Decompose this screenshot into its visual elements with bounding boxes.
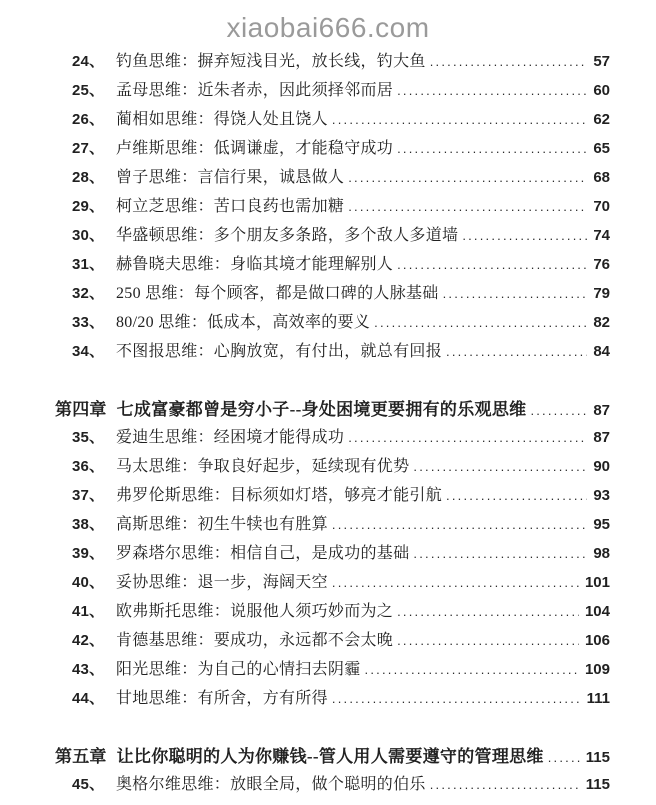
- toc-entry[interactable]: [55, 193, 610, 222]
- dot-leader: [413, 459, 587, 474]
- dot-leader: [332, 575, 579, 590]
- entry-page-number: 70: [593, 198, 610, 215]
- entry-number: 第五章: [55, 747, 107, 766]
- entry-title: 钓鱼思维：摒弃短浅目光，放长线，钓大鱼: [116, 53, 426, 70]
- dot-leader: [430, 54, 588, 69]
- toc-entry[interactable]: [55, 771, 610, 800]
- entry-number: 32、: [72, 285, 105, 302]
- toc-entry[interactable]: [55, 280, 610, 309]
- entry-number: 第四章: [55, 400, 107, 419]
- toc-entry[interactable]: [55, 656, 610, 685]
- entry-number: 41、: [72, 603, 105, 620]
- entry-title: 让比你聪明的人为你赚钱--管人用人需要遵守的管理思维: [116, 747, 544, 766]
- toc-entry[interactable]: [55, 482, 610, 511]
- dot-leader: [397, 141, 587, 156]
- toc-entry[interactable]: [55, 309, 610, 338]
- entry-number: 35、: [72, 429, 105, 446]
- dot-leader: [397, 604, 579, 619]
- entry-title: 肯德基思维：要成功，永远都不会太晚: [116, 632, 394, 649]
- dot-leader: [332, 691, 581, 706]
- entry-title: 罗森塔尔思维：相信自己，是成功的基础: [116, 545, 410, 562]
- entry-title: 高斯思维：初生牛犊也有胜算: [116, 516, 328, 533]
- dot-leader: [397, 83, 587, 98]
- entry-number: 44、: [72, 690, 105, 707]
- entry-page-number: 90: [593, 458, 610, 475]
- entry-title: 奥格尔维思维：放眼全局，做个聪明的伯乐: [116, 776, 426, 793]
- entry-number: 45、: [72, 776, 105, 793]
- entry-number: 40、: [72, 574, 105, 591]
- toc-entry[interactable]: [55, 135, 610, 164]
- dot-leader: [365, 662, 579, 677]
- entry-page-number: 95: [593, 516, 610, 533]
- entry-title: 曾子思维：言信行果，诚恳做人: [116, 169, 345, 186]
- entry-page-number: 93: [593, 487, 610, 504]
- entry-page-number: 60: [593, 82, 610, 99]
- entry-title: 甘地思维：有所舍，方有所得: [116, 690, 328, 707]
- entry-page-number: 74: [593, 227, 610, 244]
- entry-page-number: 111: [586, 690, 610, 707]
- dot-leader: [348, 199, 587, 214]
- entry-number: 24、: [72, 53, 105, 70]
- entry-title: 七成富豪都曾是穷小子--身处困境更要拥有的乐观思维: [116, 400, 527, 419]
- entry-number: 33、: [72, 314, 105, 331]
- dot-leader: [430, 777, 580, 792]
- dot-leader: [348, 430, 587, 445]
- entry-page-number: 57: [593, 53, 610, 70]
- entry-page-number: 109: [584, 661, 610, 678]
- entry-number: 42、: [72, 632, 105, 649]
- entry-number: 25、: [72, 82, 105, 99]
- dot-leader: [530, 403, 587, 418]
- toc-entry[interactable]: [55, 598, 610, 627]
- toc-entry[interactable]: [55, 164, 610, 193]
- toc-entry[interactable]: [55, 511, 610, 540]
- entry-page-number: 76: [593, 256, 610, 273]
- entry-page-number: 82: [593, 314, 610, 331]
- entry-number: 39、: [72, 545, 105, 562]
- entry-title: 华盛顿思维：多个朋友多条路，多个敌人多道墙: [116, 227, 459, 244]
- entry-title: 赫鲁晓夫思维：身临其境才能理解别人: [116, 256, 394, 273]
- dot-leader: [413, 546, 587, 561]
- entry-number: 26、: [72, 111, 105, 128]
- entry-number: 38、: [72, 516, 105, 533]
- entry-page-number: 68: [593, 169, 610, 186]
- dot-leader: [443, 286, 588, 301]
- entry-page-number: 79: [593, 285, 610, 302]
- entry-page-number: 65: [593, 140, 610, 157]
- dot-leader: [446, 344, 587, 359]
- toc-entry[interactable]: [55, 540, 610, 569]
- entry-page-number: 84: [593, 343, 610, 360]
- entry-number: 30、: [72, 227, 105, 244]
- entry-title: 80/20 思维：低成本，高效率的要义: [116, 314, 371, 331]
- dot-leader: [462, 228, 587, 243]
- entry-page-number: 87: [593, 402, 610, 419]
- toc-entry[interactable]: [55, 453, 610, 482]
- entry-page-number: 115: [585, 749, 610, 766]
- toc-entry[interactable]: [55, 424, 610, 453]
- dot-leader: [548, 750, 580, 765]
- toc-entry[interactable]: [55, 222, 610, 251]
- entry-title: 250 思维：每个顾客，都是做口碑的人脉基础: [116, 285, 439, 302]
- site-watermark: xiaobai666.com: [226, 12, 430, 43]
- entry-title: 柯立芝思维：苦口良药也需加糖: [116, 198, 345, 215]
- entry-title: 卢维斯思维：低调谦虚，才能稳守成功: [116, 140, 394, 157]
- entry-number: 43、: [72, 661, 105, 678]
- toc-list: [0, 44, 656, 800]
- entry-title: 妥协思维：退一步，海阔天空: [116, 574, 328, 591]
- dot-leader: [397, 633, 579, 648]
- entry-title: 弗罗伦斯思维：目标须如灯塔，够亮才能引航: [116, 487, 443, 504]
- toc-entry[interactable]: [55, 627, 610, 656]
- entry-number: 36、: [72, 458, 105, 475]
- entry-page-number: 98: [593, 545, 610, 562]
- toc-entry[interactable]: [55, 338, 610, 367]
- entry-number: 34、: [72, 343, 105, 360]
- dot-leader: [332, 517, 587, 532]
- dot-leader: [332, 112, 587, 127]
- entry-number: 27、: [72, 140, 105, 157]
- entry-title: 马太思维：争取良好起步，延续现有优势: [116, 458, 410, 475]
- entry-number: 37、: [72, 487, 105, 504]
- dot-leader: [397, 257, 587, 272]
- entry-number: 31、: [72, 256, 105, 273]
- entry-page-number: 104: [584, 603, 610, 620]
- entry-page-number: 106: [584, 632, 610, 649]
- toc-entry[interactable]: [55, 569, 610, 598]
- entry-title: 孟母思维：近朱者赤，因此须择邻而居: [116, 82, 394, 99]
- toc-entry[interactable]: [55, 251, 610, 280]
- entry-title: 阳光思维：为自己的心情扫去阴霾: [116, 661, 361, 678]
- toc-chapter-entry[interactable]: [55, 742, 610, 771]
- toc-entry[interactable]: [55, 685, 610, 714]
- entry-title: 蔺相如思维：得饶人处且饶人: [116, 111, 328, 128]
- entry-title: 欧弗斯托思维：说服他人须巧妙而为之: [116, 603, 394, 620]
- entry-number: 28、: [72, 169, 105, 186]
- entry-page-number: 62: [593, 111, 610, 128]
- toc-chapter-entry[interactable]: [55, 395, 610, 424]
- dot-leader: [446, 488, 587, 503]
- entry-page-number: 87: [593, 429, 610, 446]
- entry-page-number: 115: [585, 776, 610, 793]
- dot-leader: [374, 315, 587, 330]
- toc-entry[interactable]: [55, 48, 610, 77]
- entry-title: 爱迪生思维：经困境才能得成功: [116, 429, 345, 446]
- entry-page-number: 101: [584, 574, 610, 591]
- entry-number: 29、: [72, 198, 105, 215]
- entry-title: 不图报思维：心胸放宽，有付出，就总有回报: [116, 343, 443, 360]
- toc-entry[interactable]: [55, 77, 610, 106]
- dot-leader: [348, 170, 587, 185]
- toc-entry[interactable]: [55, 106, 610, 135]
